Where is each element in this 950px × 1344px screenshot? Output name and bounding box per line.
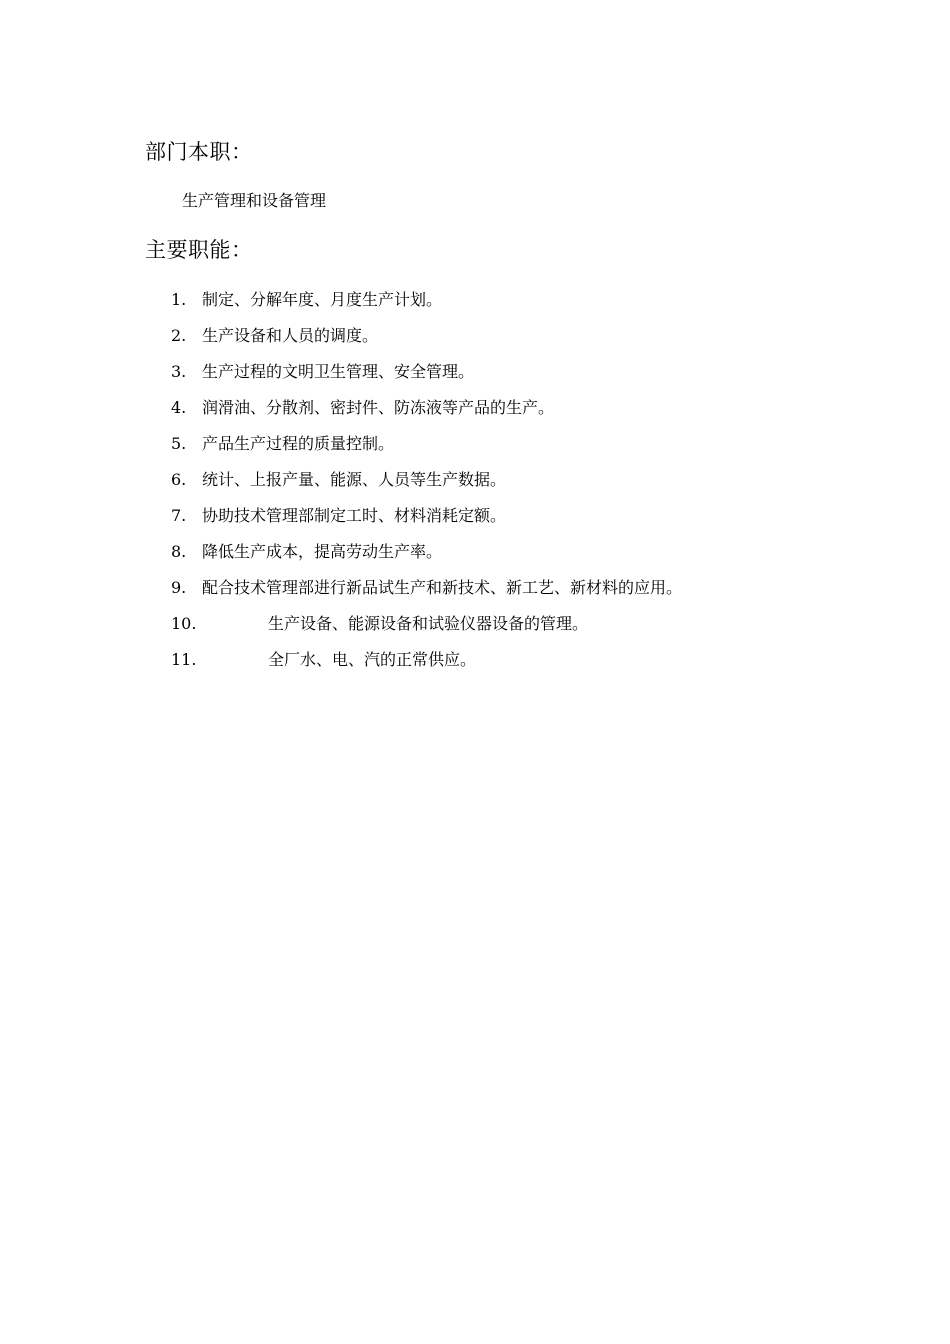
item-number: 7. bbox=[171, 506, 187, 525]
item-number: 8. bbox=[171, 542, 187, 561]
item-text: 统计、上报产量、能源、人员等生产数据。 bbox=[202, 470, 507, 489]
item-number: 10. bbox=[171, 614, 197, 633]
item-text: 配合技术管理部进行新品试生产和新技术、新工艺、新材料的应用。 bbox=[202, 578, 683, 597]
main-functions-heading: 主要职能： bbox=[145, 238, 253, 262]
dept-duty-text: 生产管理和设备管理 bbox=[182, 191, 327, 210]
item-number: 9. bbox=[171, 578, 187, 597]
item-text: 协助技术管理部制定工时、材料消耗定额。 bbox=[202, 506, 507, 525]
item-text: 全厂水、电、汽的正常供应。 bbox=[268, 650, 477, 669]
item-number: 6. bbox=[171, 470, 187, 489]
list-item bbox=[0, 612, 950, 648]
item-text: 产品生产过程的质量控制。 bbox=[202, 434, 395, 453]
item-number: 11. bbox=[171, 650, 197, 669]
list-item bbox=[0, 504, 950, 540]
list-item bbox=[0, 648, 950, 684]
functions-list bbox=[0, 288, 950, 684]
list-item bbox=[0, 324, 950, 360]
item-number: 2. bbox=[171, 326, 187, 345]
item-number: 1. bbox=[171, 290, 187, 309]
list-item bbox=[0, 468, 950, 504]
item-text: 降低生产成本，提高劳动生产率。 bbox=[202, 542, 443, 561]
list-item bbox=[0, 396, 950, 432]
item-text: 润滑油、分散剂、密封件、防冻液等产品的生产。 bbox=[202, 398, 555, 417]
item-text: 生产过程的文明卫生管理、安全管理。 bbox=[202, 362, 475, 381]
item-text: 生产设备、能源设备和试验仪器设备的管理。 bbox=[268, 614, 589, 633]
item-number: 3. bbox=[171, 362, 187, 381]
list-item bbox=[0, 576, 950, 612]
list-item bbox=[0, 360, 950, 396]
list-item bbox=[0, 288, 950, 324]
item-number: 4. bbox=[171, 398, 187, 417]
list-item bbox=[0, 432, 950, 468]
item-text: 制定、分解年度、月度生产计划。 bbox=[202, 290, 443, 309]
item-number: 5. bbox=[171, 434, 187, 453]
item-text: 生产设备和人员的调度。 bbox=[202, 326, 379, 345]
list-item bbox=[0, 540, 950, 576]
dept-duty-heading: 部门本职： bbox=[145, 140, 253, 164]
